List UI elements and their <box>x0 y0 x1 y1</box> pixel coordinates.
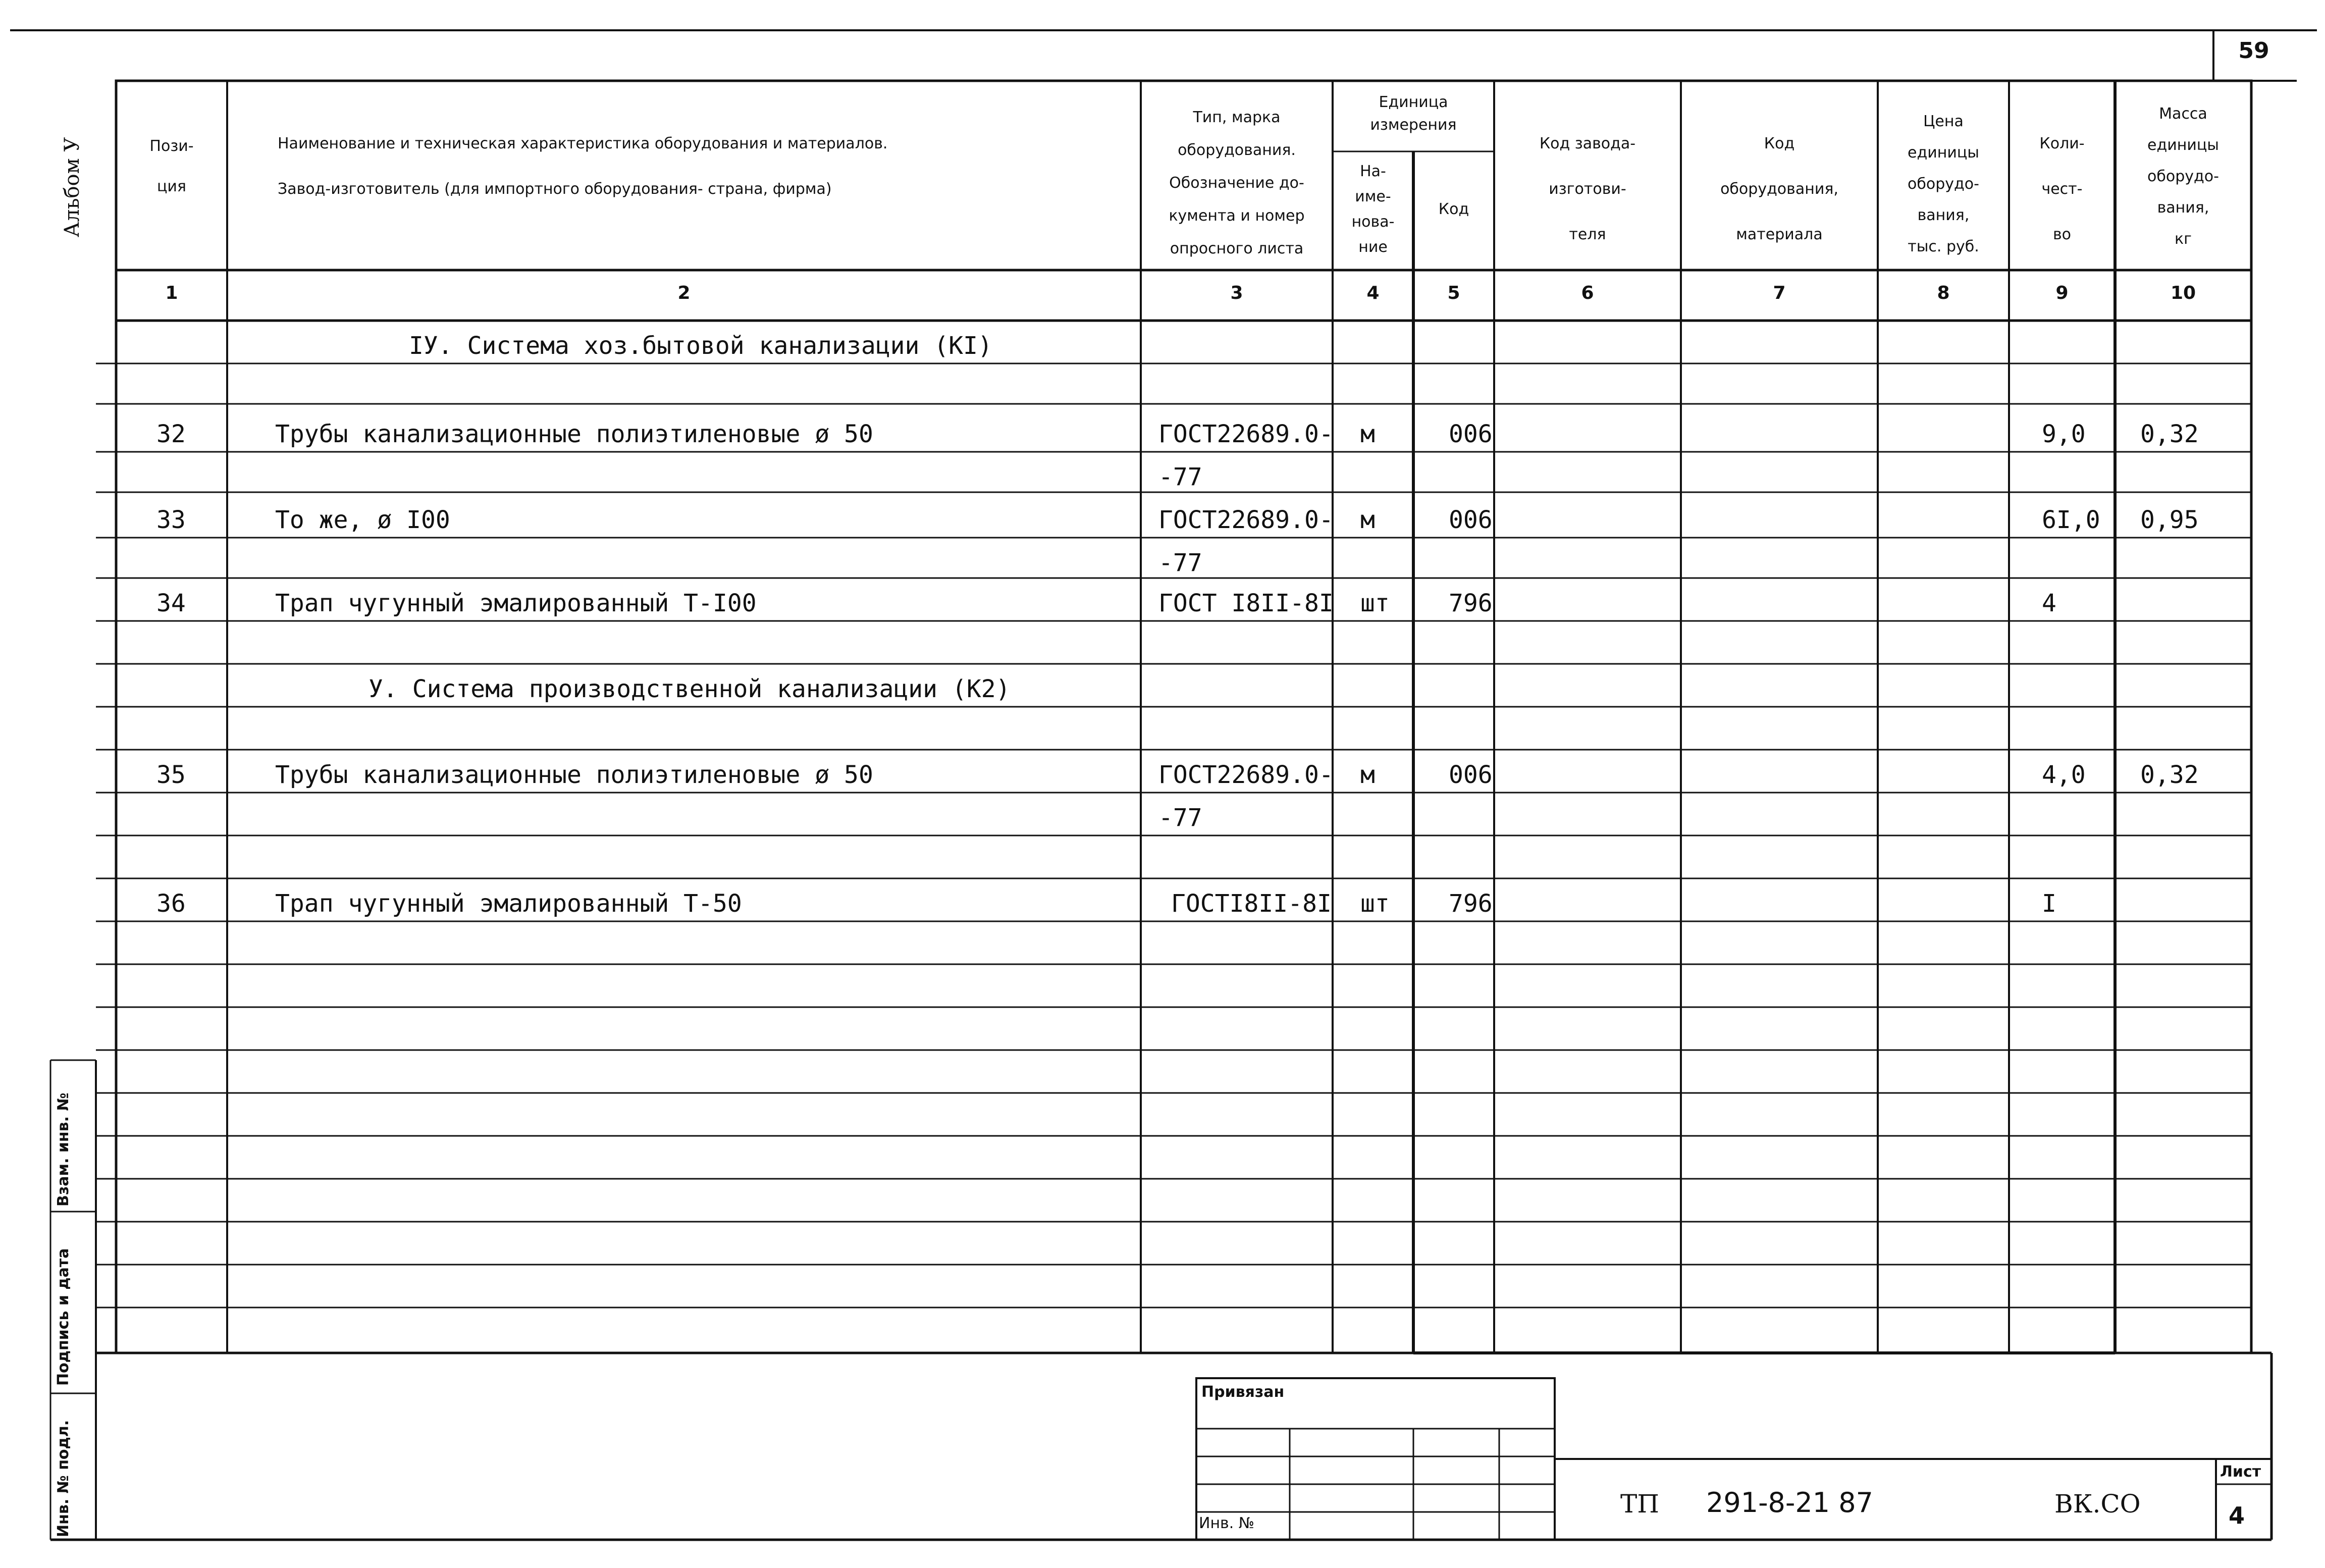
section-heading: IУ. Система хоз.бытовой канализации (КI) <box>409 332 992 360</box>
row-document: -77 <box>1158 463 1202 491</box>
row-name: Трубы канализационные полиэтиленовые ø 50 <box>275 761 873 789</box>
row-unit-code: 006 <box>1449 506 1493 534</box>
title-prefix: ТП <box>1620 1489 1659 1519</box>
row-quantity: 4,0 <box>2042 761 2086 789</box>
col-number: 5 <box>1447 283 1460 303</box>
col-number: 1 <box>165 283 178 303</box>
header-position: Пози- ция <box>149 137 194 195</box>
row-position: 36 <box>156 890 186 918</box>
header-name-line1: Наименование и техническая характеристика оборудования и материалов. <box>278 135 888 152</box>
col-number: 2 <box>677 283 691 303</box>
header-quantity: Коли- чест- во <box>2039 135 2085 243</box>
header-factory-code: Код завода- изготови- теля <box>1539 135 1636 243</box>
row-document: ГОСТ22689.0- <box>1158 761 1334 789</box>
row-document: ГОСТI8II-8I <box>1171 890 1332 918</box>
row-document: -77 <box>1158 804 1202 832</box>
row-unit: м <box>1360 761 1375 789</box>
row-quantity: 4 <box>2042 589 2056 617</box>
col-number: 9 <box>2055 283 2069 303</box>
header-unit-group: Единица измерения <box>1370 93 1457 134</box>
row-document: ГОСТ22689.0- <box>1158 506 1334 534</box>
title-project-code: 291-8-21 87 <box>1706 1487 1873 1519</box>
header-mass: Масса единицы оборудо- вания, кг <box>2147 105 2219 248</box>
page-number: 59 <box>2238 38 2269 64</box>
row-position: 32 <box>156 420 186 448</box>
row-unit: м <box>1360 420 1375 448</box>
col-number: 7 <box>1773 283 1786 303</box>
title-attached: Привязан <box>1201 1383 1285 1401</box>
row-unit-code: 796 <box>1449 589 1493 617</box>
stamp-signature-date: Подпись и дата <box>55 1248 72 1386</box>
section-heading: У. Система производственной канализации (К2) <box>368 675 1011 703</box>
row-name: То же, ø I00 <box>275 506 450 534</box>
row-position: 35 <box>156 761 186 789</box>
row-unit: м <box>1360 506 1375 534</box>
row-mass: 0,32 <box>2140 761 2199 789</box>
stamp-replacement-inv: Взам. инв. № <box>55 1092 72 1207</box>
row-quantity: 6I,0 <box>2042 506 2100 534</box>
row-document: -77 <box>1158 549 1202 577</box>
col-number: 4 <box>1366 283 1380 303</box>
title-sheet-label: Лист <box>2220 1463 2261 1481</box>
stamp-inv-original: Инв. № подл. <box>55 1420 72 1537</box>
row-name: Трап чугунный эмалированный Т-I00 <box>275 589 757 617</box>
col-number: 3 <box>1230 283 1243 303</box>
row-unit-code: 006 <box>1449 420 1493 448</box>
header-name-line2: Завод-изготовитель (для импортного оборудования- страна, фирма) <box>278 180 832 198</box>
row-mass: 0,95 <box>2140 506 2199 534</box>
row-position: 34 <box>156 589 186 617</box>
row-mass: 0,32 <box>2140 420 2199 448</box>
header-unit-code: Код <box>1438 200 1469 218</box>
header-unit-name: На- име- нова- ние <box>1351 163 1395 256</box>
col-number: 10 <box>2170 283 2196 303</box>
row-document: ГОСТ I8II-8I <box>1158 589 1334 617</box>
row-unit-code: 796 <box>1449 890 1493 918</box>
row-document: ГОСТ22689.0- <box>1158 420 1334 448</box>
row-unit-code: 006 <box>1449 761 1493 789</box>
row-quantity: I <box>2042 890 2056 918</box>
col-number: 8 <box>1937 283 1950 303</box>
album-label: Альбом У <box>61 137 84 237</box>
row-name: Трап чугунный эмалированный Т-50 <box>275 890 742 918</box>
header-price: Цена единицы оборудо- вания, тыс. руб. <box>1908 113 1979 255</box>
row-quantity: 9,0 <box>2042 420 2086 448</box>
title-inv-no: Инв. № <box>1199 1514 1255 1532</box>
title-doc-code: ВК.СО <box>2054 1489 2141 1519</box>
row-position: 33 <box>156 506 186 534</box>
row-name: Трубы канализационные полиэтиленовые ø 50 <box>275 420 873 448</box>
header-equipment-code: Код оборудования, материала <box>1720 135 1838 243</box>
row-unit: шт <box>1360 890 1390 918</box>
header-type: Тип, марка оборудования. Обозначение до- кумента и номер опросного листа <box>1169 109 1305 257</box>
title-sheet-number: 4 <box>2229 1502 2245 1529</box>
row-unit: шт <box>1360 589 1390 617</box>
col-number: 6 <box>1581 283 1594 303</box>
